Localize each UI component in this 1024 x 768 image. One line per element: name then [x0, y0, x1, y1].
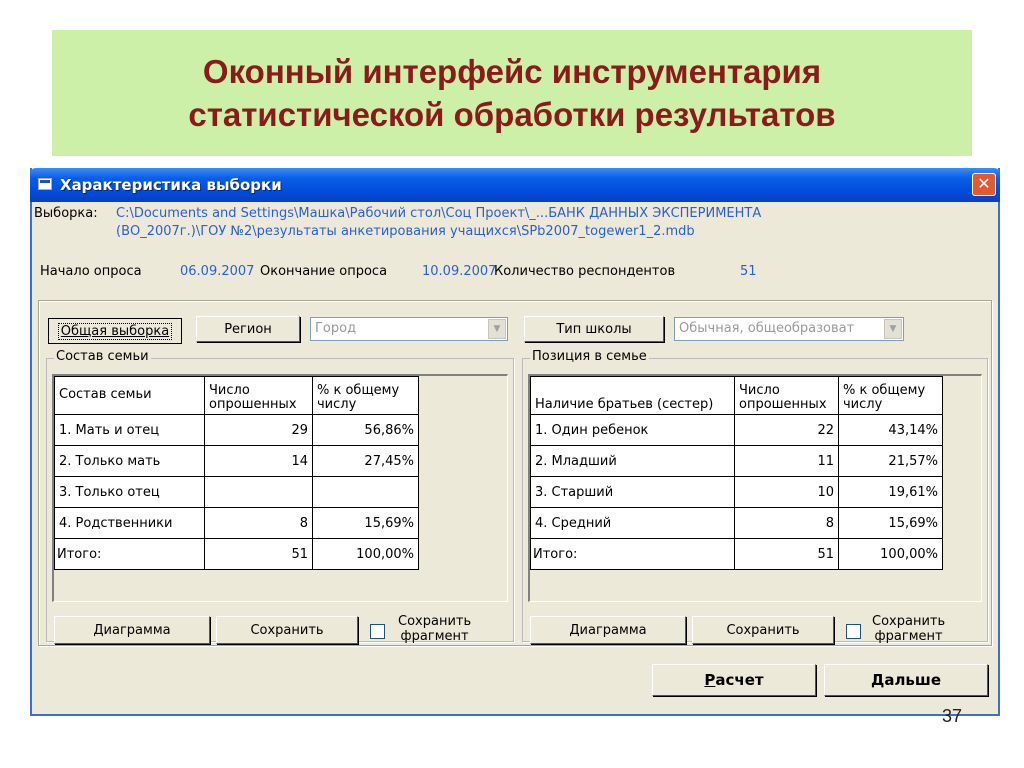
- family-position-grid[interactable]: [528, 374, 982, 602]
- row-pct: 15,69%: [839, 508, 943, 539]
- row-pct: 21,57%: [839, 446, 943, 477]
- school-type-combo-value: Обычная, общеобразоват: [679, 321, 855, 336]
- window-titlebar[interactable]: [30, 168, 1000, 202]
- save-fragment-line1: Сохранить: [872, 614, 946, 629]
- start-date-label: Начало опроса: [40, 264, 142, 279]
- row-name: Итого:: [531, 539, 735, 570]
- table-header-cell: % к общему числу: [839, 377, 943, 415]
- right-save-fragment-checkbox[interactable]: [846, 624, 861, 639]
- slide-page-number: 37: [942, 706, 963, 726]
- school-type-button[interactable]: Тип школы: [524, 316, 664, 342]
- left-save-button[interactable]: Сохранить: [216, 616, 358, 644]
- calculate-button-accel: Р: [704, 671, 716, 689]
- row-pct: 27,45%: [313, 446, 419, 477]
- right-save-fragment-label: [872, 614, 945, 644]
- save-fragment-line2: фрагмент: [874, 629, 943, 644]
- row-count: 8: [205, 508, 313, 539]
- table-header-cell: Число опрошенных: [735, 377, 839, 415]
- table-row[interactable]: [55, 477, 419, 508]
- row-name: 4. Родственники: [55, 508, 205, 539]
- general-sample-button[interactable]: [48, 318, 182, 344]
- row-pct: 15,69%: [313, 508, 419, 539]
- table-row[interactable]: [55, 415, 419, 446]
- table-row[interactable]: [55, 508, 419, 539]
- row-name: 1. Мать и отец: [55, 415, 205, 446]
- row-pct: 19,61%: [839, 477, 943, 508]
- family-position-title: Позиция в семье: [532, 349, 647, 364]
- slide-title-line1: Оконный интерфейс инструментария: [202, 53, 822, 90]
- row-pct: [313, 477, 419, 508]
- calculate-button[interactable]: [652, 664, 816, 696]
- respondents-count-value: 51: [740, 264, 757, 279]
- city-combo-value: Город: [315, 321, 357, 336]
- row-count: 22: [735, 415, 839, 446]
- row-pct: 100,00%: [313, 539, 419, 570]
- table-row[interactable]: [531, 508, 943, 539]
- general-sample-button-label: Общая выборка: [58, 323, 172, 340]
- end-date-label: Окончание опроса: [260, 264, 388, 279]
- slide-title: [52, 30, 972, 156]
- row-count: 14: [205, 446, 313, 477]
- table-row[interactable]: [531, 477, 943, 508]
- next-button-rest: альше: [884, 671, 942, 689]
- end-date-value: 10.09.2007: [422, 264, 497, 279]
- row-name: 3. Старший: [531, 477, 735, 508]
- next-button[interactable]: [824, 664, 988, 696]
- table-row[interactable]: [55, 446, 419, 477]
- row-count: 51: [735, 539, 839, 570]
- chevron-down-icon[interactable]: ▼: [488, 319, 506, 339]
- row-count: [205, 477, 313, 508]
- region-button[interactable]: Регион: [196, 316, 300, 342]
- start-date-value: 06.09.2007: [180, 264, 255, 279]
- left-save-fragment-checkbox[interactable]: [370, 624, 385, 639]
- sample-label: Выборка:: [34, 206, 98, 221]
- row-count: 10: [735, 477, 839, 508]
- window-title: Характеристика выборки: [60, 176, 282, 194]
- row-count: 51: [205, 539, 313, 570]
- row-name: 1. Один ребенок: [531, 415, 735, 446]
- sample-path-line1: C:\Documents and Settings\Машка\Рабочий стол\Соц Проект\_...БАНК ДАННЫХ ЭКСПЕРИМЕНТА: [116, 206, 762, 221]
- window-app-icon: [38, 178, 52, 190]
- right-chart-button[interactable]: Диаграмма: [530, 616, 686, 644]
- table-row[interactable]: [531, 539, 943, 570]
- city-combo[interactable]: [310, 317, 508, 341]
- family-composition-title: Состав семьи: [56, 349, 149, 364]
- respondents-count-label: Количество респондентов: [494, 264, 676, 279]
- row-count: 29: [205, 415, 313, 446]
- table-header-cell: Наличие братьев (сестер): [531, 377, 735, 415]
- row-pct: 56,86%: [313, 415, 419, 446]
- table-header-row: [55, 377, 419, 415]
- row-name: 3. Только отец: [55, 477, 205, 508]
- family-composition-table: [54, 376, 419, 570]
- row-name: 2. Младший: [531, 446, 735, 477]
- calculate-button-rest: асчет: [715, 671, 764, 689]
- table-row[interactable]: [531, 446, 943, 477]
- right-save-button[interactable]: Сохранить: [692, 616, 834, 644]
- chevron-down-icon[interactable]: ▼: [884, 319, 902, 339]
- family-position-table: [530, 376, 943, 570]
- sample-characteristics-window: [30, 168, 1000, 716]
- row-name: 2. Только мать: [55, 446, 205, 477]
- row-name: 4. Средний: [531, 508, 735, 539]
- table-header-cell: Состав семьи: [55, 377, 205, 415]
- school-type-combo[interactable]: [674, 317, 904, 341]
- row-pct: 100,00%: [839, 539, 943, 570]
- next-button-accel: Д: [870, 671, 885, 689]
- row-name: Итого:: [55, 539, 205, 570]
- row-pct: 43,14%: [839, 415, 943, 446]
- table-header-cell: % к общему числу: [313, 377, 419, 415]
- sample-path-line2: (ВО_2007г.)\ГОУ №2\результаты анкетирования учащихся\SPb2007_togewer1_2.mdb: [116, 224, 695, 239]
- table-header-cell: Число опрошенных: [205, 377, 313, 415]
- left-save-fragment-label: [398, 614, 471, 644]
- save-fragment-line2: фрагмент: [400, 629, 469, 644]
- slide-title-line2: статистической обработки результатов: [188, 96, 836, 133]
- row-count: 11: [735, 446, 839, 477]
- close-icon[interactable]: ✕: [972, 173, 996, 196]
- row-count: 8: [735, 508, 839, 539]
- left-chart-button[interactable]: Диаграмма: [54, 616, 210, 644]
- family-composition-grid[interactable]: [52, 374, 508, 602]
- save-fragment-line1: Сохранить: [398, 614, 472, 629]
- table-row[interactable]: [55, 539, 419, 570]
- table-header-row: [531, 377, 943, 415]
- table-row[interactable]: [531, 415, 943, 446]
